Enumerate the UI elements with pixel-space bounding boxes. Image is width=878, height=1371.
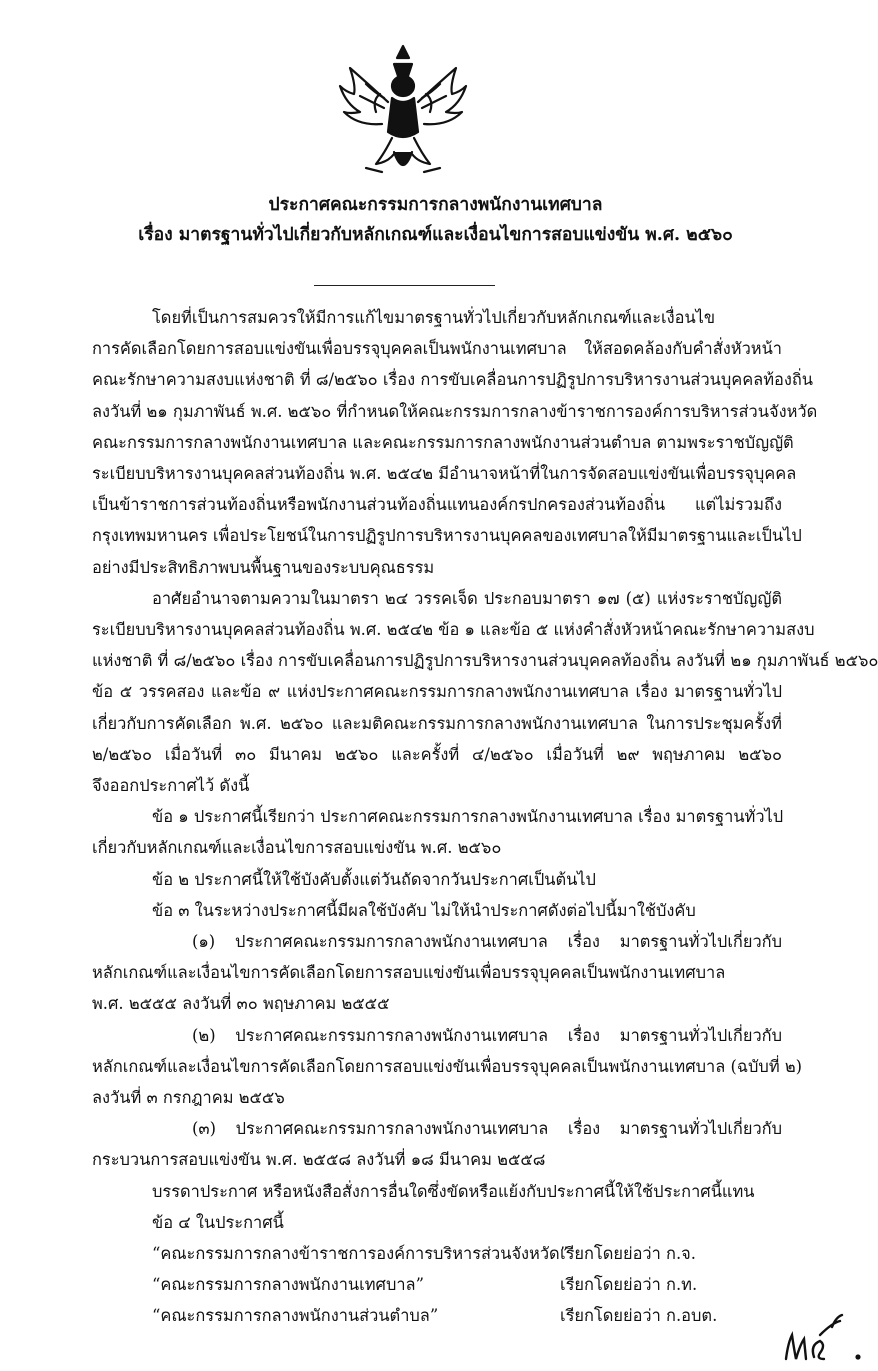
authority-line: ระเบียบบริหารงานบุคคลส่วนท้องถิ่น พ.ศ. ๒๕๔๒ ข้อ ๑ และข้อ ๕ แห่งคำสั่งหัวหน้าคณะรักษาความสงบ <box>92 620 815 639</box>
definition-term: “คณะกรรมการกลางพนักงานเทศบาล” <box>152 1275 424 1295</box>
preamble-line: การคัดเลือกโดยการสอบแข่งขันเพื่อบรรจุบุคคลเป็นพนักงานเทศบาล ให้สอดคล้องกับคำสั่งหัวหน้า <box>92 339 782 359</box>
handwritten-initials-icon <box>780 1309 865 1367</box>
preamble-line: ระเบียบบริหารงานบุคคลส่วนท้องถิ่น พ.ศ. ๒๕๔๒ มีอำนาจหน้าที่ในการจัดสอบแข่งขันเพื่อบรรจุบุคคล <box>92 464 797 483</box>
authority-line: เกี่ยวกับการคัดเลือก พ.ศ. ๒๕๖๐ และมติคณะกรรมการกลางพนักงานเทศบาล ในการประชุมครั้งที่ <box>92 713 782 733</box>
preamble-line: ลงวันที่ ๒๑ กุมภาพันธ์ พ.ศ. ๒๕๖๐ ที่กำหนดให้คณะกรรมการกลางข้าราชการองค์การบริหารส่วนจังหวัด <box>92 401 818 421</box>
repealed-item-2-line: (๒) ประกาศคณะกรรมการกลางพนักงานเทศบาล เรื่อง มาตรฐานทั่วไปเกี่ยวกับ <box>192 1025 782 1045</box>
clause-3: ข้อ ๓ ในระหว่างประกาศนี้มีผลใช้บังคับ ไม่ให้นำประกาศดังต่อไปนี้มาใช้บังคับ <box>152 900 696 920</box>
definition-abbreviation: เรียกโดยย่อว่า ก.อบต. <box>560 1306 718 1326</box>
announcement-title: ประกาศคณะกรรมการกลางพนักงานเทศบาล <box>268 195 603 215</box>
repealed-item-1-line: พ.ศ. ๒๕๕๕ ลงวันที่ ๓๐ พฤษภาคม ๒๕๕๕ <box>92 994 390 1014</box>
authority-line: อาศัยอำนาจตามความในมาตรา ๒๔ วรรคเจ็ด ประกอบมาตรา ๑๗ (๕) แห่งระราชบัญญัติ <box>152 588 782 608</box>
clause-2: ข้อ ๒ ประกาศนี้ให้ใช้บังคับตั้งแต่วันถัดจากวันประกาศเป็นต้นไป <box>152 869 596 889</box>
definition-term: “คณะกรรมการกลางพนักงานส่วนตำบล” <box>152 1306 439 1326</box>
preamble-line: คณะรักษาความสงบแห่งชาติ ที่ ๘/๒๕๖๐ เรื่อง การขับเคลื่อนการปฏิรูปการบริหารงานส่วนบุคคลท้องถิ่น <box>92 370 814 390</box>
preamble-line: อย่างมีประสิทธิภาพบนพื้นฐานของระบบคุณธรรม <box>92 557 435 577</box>
repealed-item-3-line: กระบวนการสอบแข่งขัน พ.ศ. ๒๕๕๘ ลงวันที่ ๑๘ มีนาคม ๒๕๕๘ <box>92 1150 546 1170</box>
preamble-line: เป็นข้าราชการส่วนท้องถิ่นหรือพนักงานส่วนท้องถิ่นแทนองค์กรปกครองส่วนท้องถิ่น แต่ไม่รวมถึง <box>92 495 782 515</box>
authority-line: ๒/๒๕๖๐ เมื่อวันที่ ๓๐ มีนาคม ๒๕๖๐ และครั้งที่ ๔/๒๕๖๐ เมื่อวันที่ ๒๙ พฤษภาคม ๒๕๖๐ <box>92 744 782 764</box>
repealed-item-1-line: (๑) ประกาศคณะกรรมการกลางพนักงานเทศบาล เรื่อง มาตรฐานทั่วไปเกี่ยวกับ <box>192 932 782 951</box>
preamble-line: โดยที่เป็นการสมควรให้มีการแก้ไขมาตรฐานทั่วไปเกี่ยวกับหลักเกณฑ์และเงื่อนไข <box>152 308 716 327</box>
repealed-item-1-line: หลักเกณฑ์และเงื่อนไขการคัดเลือกโดยการสอบแข่งขันเพื่อบรรจุบุคคลเป็นพนักงานเทศบาล <box>92 963 726 983</box>
title-divider <box>314 285 495 286</box>
preamble-line: คณะกรรมการกลางพนักงานเทศบาล และคณะกรรมการกลางพนักงานส่วนตำบล ตามพระราชบัญญัติ <box>92 432 794 452</box>
announcement-subject: เรื่อง มาตรฐานทั่วไปเกี่ยวกับหลักเกณฑ์และเงื่อนไขการสอบแข่งขัน พ.ศ. ๒๕๖๐ <box>138 225 733 245</box>
preamble-line: กรุงเทพมหานคร เพื่อประโยชน์ในการปฏิรูปการบริหารงานบุคคลของเทศบาลให้มีมาตรฐานและเป็นไป <box>92 526 802 546</box>
definition-term: “คณะกรรมการกลางข้าราชการองค์การบริหารส่วนจังหวัด” <box>152 1244 569 1263</box>
garuda-emblem-icon <box>336 42 471 182</box>
repealed-item-2-line: หลักเกณฑ์และเงื่อนไขการคัดเลือกโดยการสอบแข่งขันเพื่อบรรจุบุคคลเป็นพนักงานเทศบาล (ฉบับที่ ๒) <box>92 1056 803 1076</box>
authority-line: แห่งชาติ ที่ ๘/๒๕๖๐ เรื่อง การขับเคลื่อนการปฏิรูปการบริหารงานส่วนบุคคลท้องถิ่น ลงวันที่ ๒๑ กุมภาพันธ์ ๒๕๖๐ <box>92 651 878 671</box>
authority-line: จึงออกประกาศไว้ ดังนี้ <box>92 776 250 795</box>
initials-dot <box>855 1354 860 1359</box>
repealed-item-2-line: ลงวันที่ ๓ กรกฎาคม ๒๕๕๖ <box>92 1088 285 1107</box>
definition-abbreviation: เรียกโดยย่อว่า ก.จ. <box>560 1244 696 1263</box>
repeal-note: บรรดาประกาศ หรือหนังสือสั่งการอื่นใดซึ่งขัดหรือแย้งกับประกาศนี้ให้ใช้ประกาศนี้แทน <box>152 1181 755 1201</box>
repealed-item-3-line: (๓) ประกาศคณะกรรมการกลางพนักงานเทศบาล เรื่อง มาตรฐานทั่วไปเกี่ยวกับ <box>192 1119 782 1139</box>
authority-line: ข้อ ๕ วรรคสอง และข้อ ๙ แห่งประกาศคณะกรรมการกลางพนักงานเทศบาล เรื่อง มาตรฐานทั่วไป <box>92 682 782 702</box>
clause-1-line: เกี่ยวกับหลักเกณฑ์และเงื่อนไขการสอบแข่งขัน พ.ศ. ๒๕๖๐ <box>92 838 502 858</box>
definition-abbreviation: เรียกโดยย่อว่า ก.ท. <box>560 1275 698 1295</box>
clause-4: ข้อ ๔ ในประกาศนี้ <box>152 1212 284 1232</box>
clause-1-line: ข้อ ๑ ประกาศนี้เรียกว่า ประกาศคณะกรรมการกลางพนักงานเทศบาล เรื่อง มาตรฐานทั่วไป <box>152 807 784 827</box>
